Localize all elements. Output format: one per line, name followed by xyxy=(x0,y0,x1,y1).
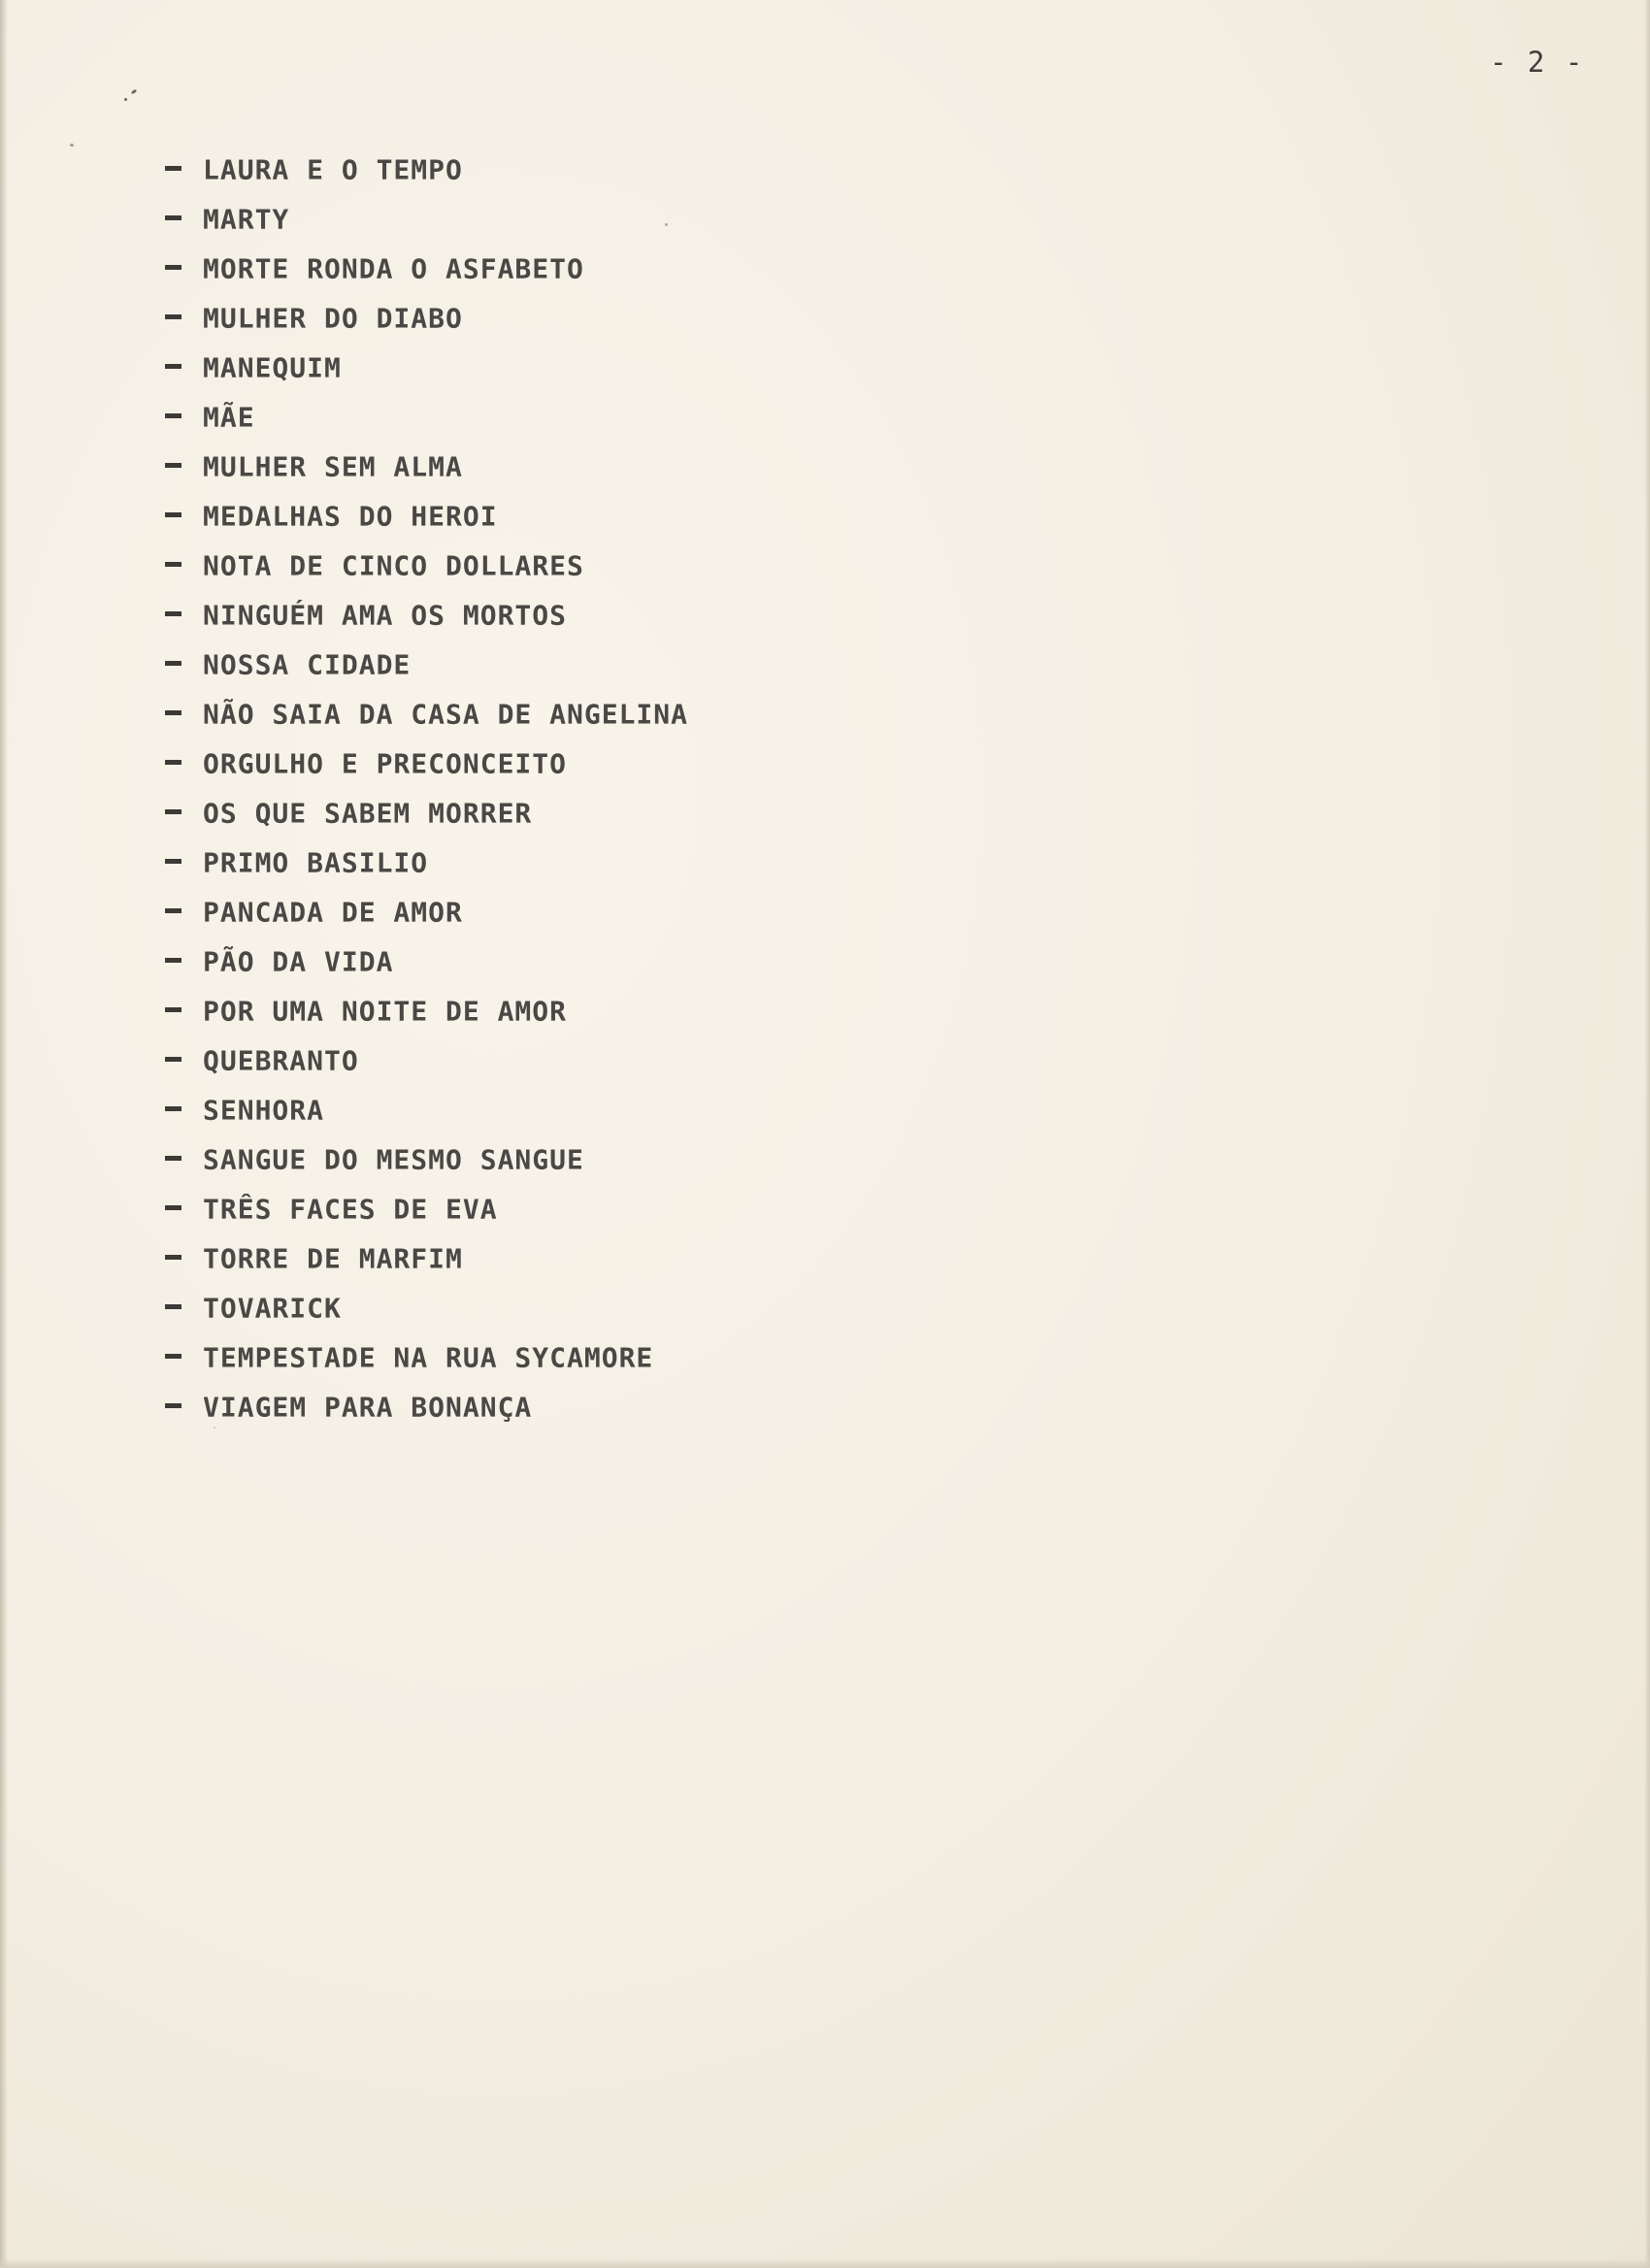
dash-bullet xyxy=(165,958,182,963)
title-text: TRÊS FACES DE EVA xyxy=(203,1193,498,1226)
dash-bullet xyxy=(165,1304,182,1309)
dash-bullet xyxy=(165,1403,182,1408)
ink-speck xyxy=(124,98,127,101)
dash-bullet xyxy=(165,859,182,864)
list-item xyxy=(165,243,688,292)
list-item xyxy=(165,441,688,490)
list-item xyxy=(165,1134,688,1183)
dash-bullet xyxy=(165,1007,182,1012)
list-item xyxy=(165,292,688,342)
dash-bullet xyxy=(165,413,182,418)
title-text: LAURA E O TEMPO xyxy=(203,153,463,186)
dash-bullet xyxy=(165,1205,182,1210)
list-item xyxy=(165,738,688,787)
dash-bullet xyxy=(165,710,182,715)
page-number: - 2 - xyxy=(1490,46,1585,79)
list-item xyxy=(165,787,688,837)
list-item xyxy=(165,936,688,985)
title-text: MÃE xyxy=(203,401,255,434)
list-item xyxy=(165,1282,688,1331)
title-text: TOVARICK xyxy=(203,1292,342,1325)
dash-bullet xyxy=(165,1354,182,1359)
title-text: MANEQUIM xyxy=(203,351,342,384)
dash-bullet xyxy=(165,661,182,666)
list-item xyxy=(165,540,688,589)
dash-bullet xyxy=(165,1255,182,1260)
list-item xyxy=(165,342,688,391)
list-item xyxy=(165,1183,688,1233)
dash-bullet xyxy=(165,166,182,171)
list-item xyxy=(165,886,688,936)
list-item xyxy=(165,490,688,540)
title-text: MEDALHAS DO HEROI xyxy=(203,500,498,533)
ink-speck xyxy=(70,144,74,147)
list-item xyxy=(165,1331,688,1381)
list-item xyxy=(165,837,688,886)
paper-edge-bottom xyxy=(0,2258,1650,2268)
dash-bullet xyxy=(165,364,182,369)
title-text: MORTE RONDA O ASFABETO xyxy=(203,252,584,285)
list-item xyxy=(165,1381,688,1430)
title-text: SANGUE DO MESMO SANGUE xyxy=(203,1143,584,1176)
dash-bullet xyxy=(165,265,182,270)
title-text: ORGULHO E PRECONCEITO xyxy=(203,747,568,780)
dash-bullet xyxy=(165,463,182,468)
title-text: OS QUE SABEM MORRER xyxy=(203,797,533,830)
dash-bullet xyxy=(165,760,182,765)
paper-edge-left xyxy=(0,0,8,2268)
list-item xyxy=(165,144,688,193)
list-item xyxy=(165,639,688,688)
list-item xyxy=(165,1084,688,1134)
title-text: MARTY xyxy=(203,203,290,236)
dash-bullet xyxy=(165,562,182,567)
ink-speck xyxy=(131,89,138,95)
dash-bullet xyxy=(165,1106,182,1111)
list-item xyxy=(165,985,688,1035)
title-text: PANCADA DE AMOR xyxy=(203,896,463,929)
title-text: POR UMA NOITE DE AMOR xyxy=(203,995,568,1028)
list-item xyxy=(165,391,688,441)
list-item xyxy=(165,589,688,639)
paper-edge-right xyxy=(1644,0,1650,2268)
title-text: VIAGEM PARA BONANÇA xyxy=(203,1391,533,1424)
title-text: NÃO SAIA DA CASA DE ANGELINA xyxy=(203,698,689,731)
list-item xyxy=(165,193,688,243)
title-text: QUEBRANTO xyxy=(203,1044,359,1077)
dash-bullet xyxy=(165,1057,182,1062)
title-text: SENHORA xyxy=(203,1094,325,1127)
title-text: PÃO DA VIDA xyxy=(203,945,394,978)
dash-bullet xyxy=(165,611,182,616)
title-text: TEMPESTADE NA RUA SYCAMORE xyxy=(203,1341,654,1374)
list-item xyxy=(165,1035,688,1084)
dash-bullet xyxy=(165,1156,182,1161)
dash-bullet xyxy=(165,512,182,517)
dash-bullet xyxy=(165,809,182,814)
title-list xyxy=(165,144,688,1430)
title-text: NOTA DE CINCO DOLLARES xyxy=(203,549,584,582)
title-text: NINGUÉM AMA OS MORTOS xyxy=(203,599,568,632)
title-text: TORRE DE MARFIM xyxy=(203,1242,463,1275)
list-item xyxy=(165,688,688,738)
dash-bullet xyxy=(165,314,182,319)
dash-bullet xyxy=(165,908,182,913)
title-text: PRIMO BASILIO xyxy=(203,846,429,879)
title-text: MULHER DO DIABO xyxy=(203,302,463,335)
dash-bullet xyxy=(165,215,182,220)
list-item xyxy=(165,1233,688,1282)
title-text: NOSSA CIDADE xyxy=(203,648,412,681)
title-text: MULHER SEM ALMA xyxy=(203,450,463,483)
